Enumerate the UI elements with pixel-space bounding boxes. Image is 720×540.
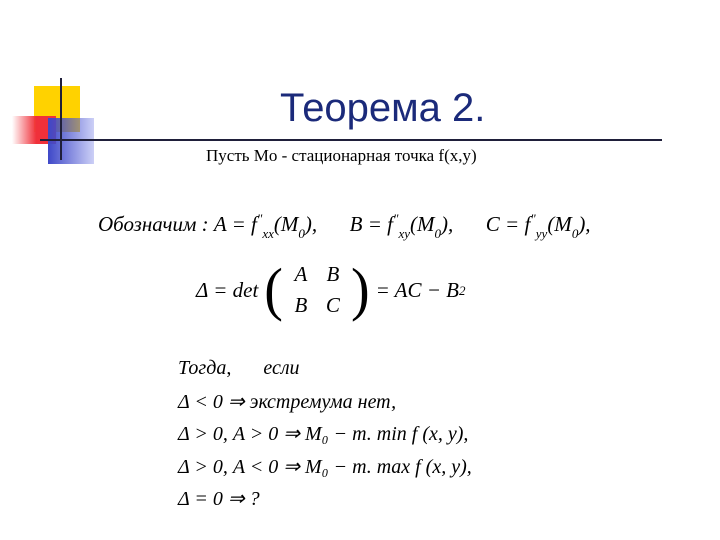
- B-sub: xy: [398, 226, 411, 242]
- C-arg-sub: 0: [571, 226, 579, 242]
- matrix-a12: B: [326, 262, 340, 286]
- determinant-lhs: Δ = det: [196, 277, 259, 302]
- right-paren: ): [350, 257, 370, 323]
- B-close: ),: [441, 212, 454, 236]
- decor-vertical-line: [60, 78, 62, 160]
- A-close: ),: [304, 212, 318, 236]
- decor-horizontal-line: [40, 139, 662, 141]
- A-f: f: [251, 212, 257, 236]
- determinant-formula: [196, 257, 466, 323]
- B-arg: (M: [410, 212, 435, 236]
- condition-no-extremum: Δ < 0 ⇒ экстремума нет,: [178, 391, 397, 413]
- if-word: если: [263, 357, 300, 379]
- condition-undetermined: Δ = 0 ⇒ ?: [178, 488, 260, 510]
- C-arg: (M: [547, 212, 572, 236]
- C-prime: ": [530, 211, 536, 226]
- C-lhs: C =: [485, 212, 520, 236]
- determinant-rhs-power: 2: [458, 282, 466, 298]
- B-lhs: B =: [349, 212, 382, 236]
- then-comma: ,: [226, 357, 232, 379]
- A-sub: xx: [262, 226, 274, 242]
- condition-maximum: Δ > 0, A < 0 ⇒ M₀ − т. max f (x, y),: [178, 456, 472, 478]
- slide-subtitle: Пусть Mo - стационарная точка f(x,y): [206, 146, 477, 165]
- matrix-a22: C: [325, 293, 340, 317]
- matrix-a21: B: [294, 293, 308, 317]
- C-sub: yy: [535, 226, 548, 242]
- determinant-rhs: = AC − B: [375, 277, 459, 302]
- C-f: f: [524, 212, 531, 236]
- definition-label: Обозначим :: [98, 212, 209, 236]
- B-arg-sub: 0: [434, 226, 442, 242]
- C-close: ),: [578, 212, 591, 236]
- condition-minimum: Δ > 0, A > 0 ⇒ M₀ − т. min f (x, y),: [178, 423, 469, 445]
- then-word: Тогда: [178, 357, 227, 379]
- B-f: f: [387, 212, 393, 236]
- hessian-matrix: [264, 257, 370, 323]
- B-prime: ": [393, 211, 399, 226]
- decor-blue-square: [48, 118, 94, 164]
- A-arg: (M: [273, 212, 299, 236]
- second-derivative-definitions: [98, 211, 591, 242]
- A-arg-sub: 0: [298, 226, 305, 242]
- matrix-a11: A: [294, 262, 308, 286]
- slide-title: Теорема 2.: [280, 86, 486, 130]
- condition-header: [178, 358, 300, 378]
- left-paren: (: [264, 257, 283, 323]
- A-lhs: A =: [213, 212, 246, 236]
- A-prime: ": [256, 211, 263, 226]
